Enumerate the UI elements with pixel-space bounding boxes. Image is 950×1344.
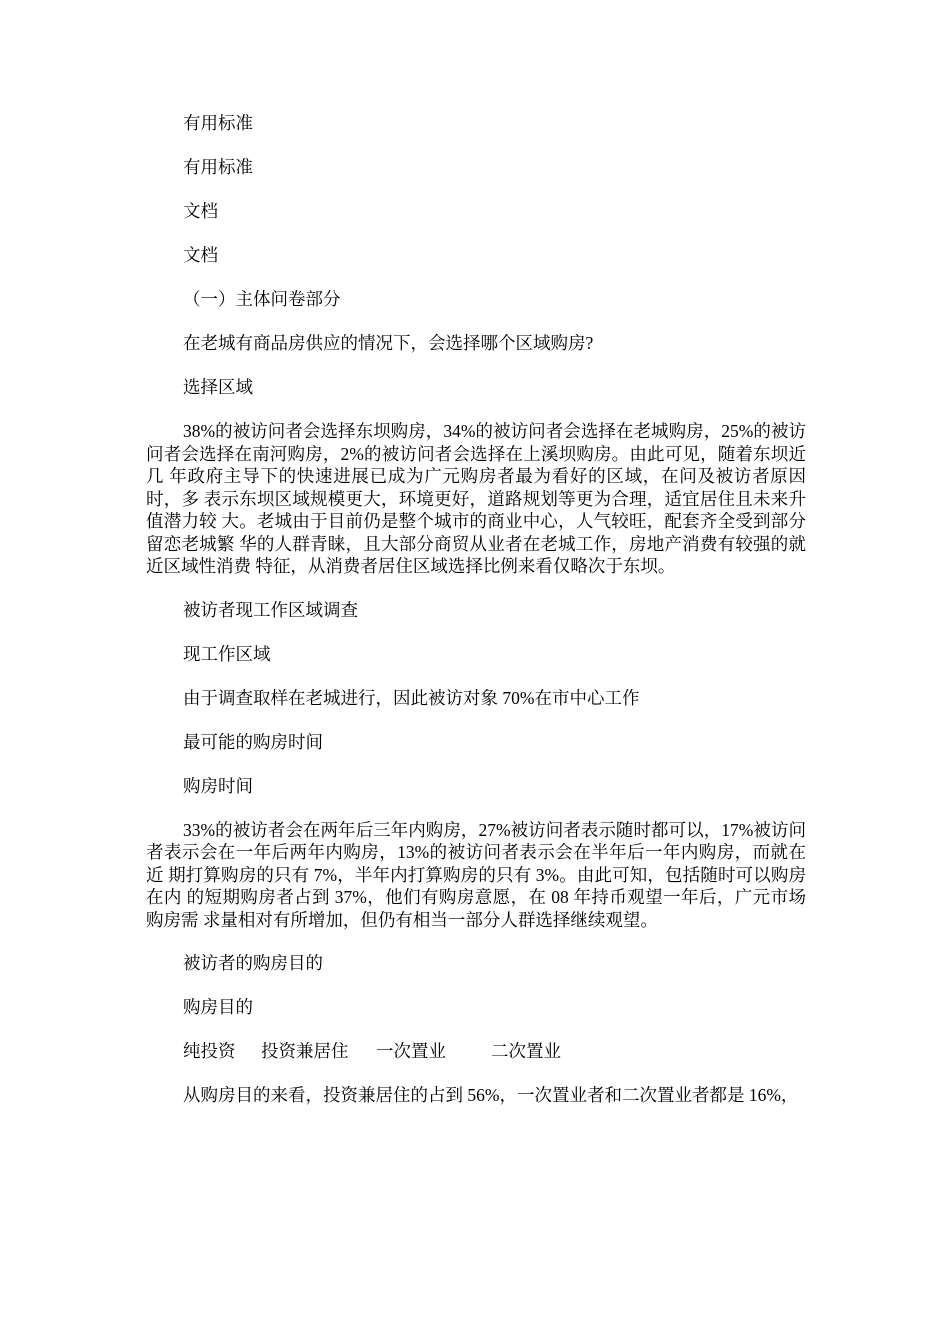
section-title-work-area: 被访者现工作区域调查 xyxy=(183,599,358,620)
chart-caption-purchase-time: 购房时间 xyxy=(183,775,253,796)
purpose-options-row xyxy=(146,1040,806,1063)
section-heading: （一）主体问卷部分 xyxy=(183,289,341,309)
question-text: 在老城有商品房供应的情况下，会选择哪个区域购房? xyxy=(183,333,594,353)
header-line: 有用标准 xyxy=(183,157,253,177)
option-label: 一次置业 xyxy=(376,1041,446,1061)
paragraph-purchase-time: 33%的被访者会在两年后三年内购房，27%被访问者表示随时都可以，17%被访问 者表示会在一年后两年内购房，13%的被访问者表示会在半年后一年内购房，而就在近 期打算购房的只有 7%，半年内打算购房的只有 3%。由此可知，包括随时可以购房在内 的短期购房者占到 37%，他们有购房意愿，在 08 年持币观望一年后，广元市场购房需 求量相对有所增加，但仍有相当一部分人群选择继续观望。 xyxy=(146,819,806,930)
chart-caption: 选择区域 xyxy=(183,377,253,397)
paragraph-purchase-purpose: 从购房目的来看，投资兼居住的占到 56%，一次置业者和二次置业者都是 16%， xyxy=(183,1085,799,1105)
header-line: 文档 xyxy=(183,245,218,265)
section-title-purchase-purpose: 被访者的购房目的 xyxy=(183,953,323,973)
header-line: 有用标准 xyxy=(183,113,253,133)
note-work-area: 由于调查取样在老城进行，因此被访对象 70%在市中心工作 xyxy=(183,687,640,708)
chart-caption-purchase-purpose: 购房目的 xyxy=(183,997,253,1017)
option-label: 纯投资 xyxy=(183,1041,236,1061)
option-label: 二次置业 xyxy=(491,1041,561,1061)
chart-caption-work-area: 现工作区域 xyxy=(183,643,271,664)
header-line: 文档 xyxy=(183,201,218,221)
document-body xyxy=(146,112,806,1128)
option-label: 投资兼居住 xyxy=(261,1041,349,1061)
section-title-purchase-time: 最可能的购房时间 xyxy=(183,731,323,752)
paragraph-region-choice: 38%的被访问者会选择东坝购房，34%的被访问者会选择在老城购房，25%的被访 问者会选择在南河购房，2%的被访问者会选择在上溪坝购房。由此可见，随着东坝近几 年政府主导下的快速进展已成为广元购房者最为看好的区域，在问及被访者原因时，多 表示东坝区域规模更大，环境更好，道路规划等更为合理，适宜居住且未来升值潜力较 大。老城由于目前仍是整个城市的商业中心，人气较旺，配套齐全受到部分留恋老城繁 华的人群青睐，且大部分商贸从业者在老城工作，房地产消费有较强的就近区域性消费 特征，从消费者居住区域选择比例来看仅略次于东坝。 xyxy=(146,421,806,576)
